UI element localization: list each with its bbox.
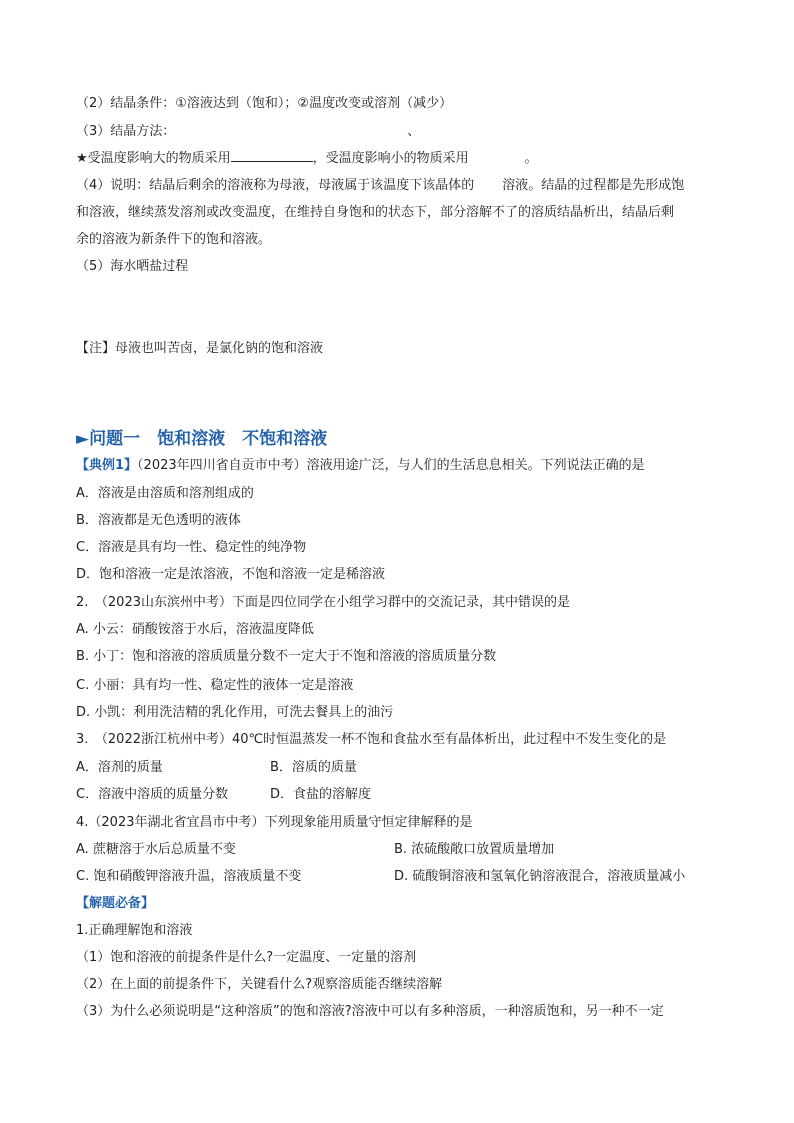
q4-option-b[interactable]: B. 浓硫酸敞口放置质量增加 xyxy=(394,842,555,857)
q2-option-a[interactable]: A. 小云：硝酸铵溶于水后，溶液温度降低 xyxy=(76,622,314,637)
q4-row-2 xyxy=(76,869,686,885)
q2-option-b[interactable]: B. 小丁：饱和溶液的溶质质量分数不一定大于不饱和溶液的溶质质量分数 xyxy=(76,649,497,664)
q1-tag: 【典例1】 xyxy=(76,458,138,473)
q1-option-c[interactable]: C．溶液是具有均一性、稳定性的纯净物 xyxy=(76,540,307,555)
arrow-icon: ► xyxy=(76,429,90,449)
section-heading: ►问题一 饱和溶液 不饱和溶液 xyxy=(76,429,328,449)
q4-stem: 4.（2023年湖北省宜昌市中考）下列现象能用质量守恒定律解释的是 xyxy=(76,815,473,830)
q3-option-a[interactable]: A．溶剂的质量 xyxy=(76,760,163,775)
q1-stem: 【典例1】（2023年四川省自贡市中考）溶液用途广泛，与人们的生活息息相关。下列说法正确的是 xyxy=(76,458,645,473)
q3-option-b[interactable]: B．溶质的质量 xyxy=(270,760,357,775)
q1-option-a[interactable]: A．溶液是由溶质和溶剂组成的 xyxy=(76,486,254,501)
tips-line-4: （3）为什么必须说明是“这种溶质”的饱和溶液?溶液中可以有多种溶质，一种溶质饱和，另一种不一定 xyxy=(76,1004,664,1019)
q4-option-d[interactable]: D. 硫酸铜溶液和氢氧化钠溶液混合，溶液质量减小 xyxy=(394,869,686,884)
tips-line-2: （1）饱和溶液的前提条件是什么?一定温度、一定量的溶剂 xyxy=(76,950,417,965)
q3-option-c[interactable]: C．溶液中溶质的质量分数 xyxy=(76,787,229,802)
q1-option-d[interactable]: D．饱和溶液一定是浓溶液，不饱和溶液一定是稀溶液 xyxy=(76,567,386,582)
q3-stem: 3. （2022浙江杭州中考）40℃时恒温蒸发一杯不饱和食盐水至有晶体析出，此过程中不发生变化的是 xyxy=(76,732,667,747)
tips-heading: 【解题必备】 xyxy=(76,896,155,911)
crystallization-method-line: （3）结晶方法： 、 xyxy=(76,124,421,139)
q2-option-c[interactable]: C. 小丽：具有均一性、稳定性的液体一定是溶液 xyxy=(76,678,354,693)
tips-line-1: 1.正确理解饱和溶液 xyxy=(76,923,193,938)
q3-option-d[interactable]: D．食盐的溶解度 xyxy=(270,787,372,802)
q1-option-b[interactable]: B．溶液都是无色透明的液体 xyxy=(76,513,241,528)
q4-option-a[interactable]: A. 蔗糖溶于水后总质量不变 xyxy=(76,842,236,857)
q2-stem: 2. （2023山东滨州中考）下面是四位同学在小组学习群中的交流记录，其中错误的是 xyxy=(76,595,570,610)
explanation-line-1: （4）说明：结晶后剩余的溶液称为母液，母液属于该温度下该晶体的 溶液。结晶的过程都是先形成饱 xyxy=(76,178,685,193)
sea-salt-line: （5）海水晒盐过程 xyxy=(76,259,189,274)
explanation-line-2: 和溶液，继续蒸发溶剂或改变温度，在维持自身饱和的状态下，部分溶解不了的溶质结晶析出，结晶后剩 xyxy=(76,205,675,220)
q4-row-1 xyxy=(76,842,555,858)
star-note-line: ★受温度影响大的物质采用 ，受温度影响小的物质采用 。 xyxy=(76,151,538,166)
q2-option-d[interactable]: D. 小凯：利用洗洁精的乳化作用，可洗去餐具上的油污 xyxy=(76,705,394,720)
crystallization-condition-line: （2）结晶条件：①溶液达到（饱和）；②温度改变或溶剂（减少） xyxy=(76,96,453,111)
q3-row-1 xyxy=(76,760,357,776)
note-line: 【注】母液也叫苦卤，是氯化钠的饱和溶液 xyxy=(76,341,324,356)
blank-large-effect[interactable] xyxy=(231,161,313,162)
q3-row-2 xyxy=(76,787,372,803)
tips-line-3: （2）在上面的前提条件下，关键看什么?观察溶质能否继续溶解 xyxy=(76,977,443,992)
q4-option-c[interactable]: C. 饱和硝酸钾溶液升温，溶液质量不变 xyxy=(76,869,302,884)
explanation-line-3: 余的溶液为新条件下的饱和溶液。 xyxy=(76,232,272,247)
